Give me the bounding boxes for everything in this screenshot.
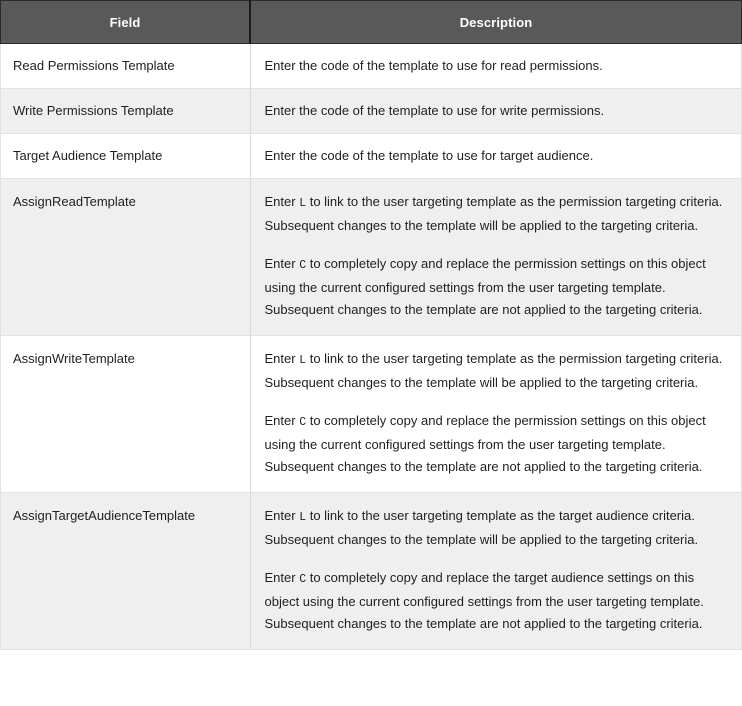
- description-paragraph: [265, 253, 726, 321]
- table-row: [1, 179, 742, 336]
- description-text: to link to the user targeting template as the target audience criteria. Subsequent changes to the template will be applied to the targeting criteria.: [264, 508, 699, 547]
- description-text: Enter the code of the template to use for write permissions.: [264, 103, 605, 118]
- description-text: to link to the user targeting template as the permission targeting criteria. Subsequent changes to the template will be applied to the targeting criteria.: [264, 194, 723, 233]
- description-text: Enter: [264, 194, 300, 209]
- cell-field-name: AssignTargetAudienceTemplate: [1, 493, 251, 650]
- cell-field-name: AssignReadTemplate: [1, 179, 251, 336]
- description-text: Enter: [264, 256, 300, 271]
- inline-code-token: C: [299, 416, 307, 429]
- inline-code-token: L: [299, 197, 307, 210]
- cell-field-description: [250, 134, 742, 179]
- cell-field-description: [250, 179, 742, 336]
- description-paragraph: [265, 55, 726, 77]
- description-text: to completely copy and replace the permission settings on this object using the current configured settings from the user targeting template. Subsequent changes to the template are not applied to the targeting criteria.: [264, 256, 706, 317]
- table-row: [1, 134, 742, 179]
- cell-field-name: Write Permissions Template: [1, 89, 251, 134]
- table-row: [1, 493, 742, 650]
- cell-field-description: [250, 336, 742, 493]
- table-header-row: [1, 1, 742, 44]
- description-text: Enter the code of the template to use for target audience.: [264, 148, 594, 163]
- description-paragraph: [265, 505, 726, 551]
- cell-field-description: [250, 89, 742, 134]
- cell-field-description: [250, 493, 742, 650]
- table-row: [1, 44, 742, 89]
- cell-field-name: AssignWriteTemplate: [1, 336, 251, 493]
- cell-field-description: [250, 44, 742, 89]
- description-paragraph: [265, 191, 726, 237]
- table-row: [1, 89, 742, 134]
- table-header: [1, 1, 742, 44]
- inline-code-token: L: [299, 354, 307, 367]
- description-paragraph: [265, 348, 726, 394]
- description-text: Enter: [264, 413, 300, 428]
- description-text: to completely copy and replace the permission settings on this object using the current configured settings from the user targeting template. Subsequent changes to the template are not applied to the targeting criteria.: [264, 413, 706, 474]
- description-text: to completely copy and replace the target audience settings on this object using the current configured settings from the user targeting template. Subsequent changes to the template are not applied to the targeting criteria.: [264, 570, 704, 631]
- description-text: to link to the user targeting template as the permission targeting criteria. Subsequent changes to the template will be applied to the targeting criteria.: [264, 351, 723, 390]
- inline-code-token: C: [299, 259, 307, 272]
- inline-code-token: C: [299, 573, 307, 586]
- table-row: [1, 336, 742, 493]
- description-paragraph: [265, 145, 726, 167]
- inline-code-token: L: [299, 511, 307, 524]
- description-text: Enter the code of the template to use for read permissions.: [264, 58, 603, 73]
- description-text: Enter: [264, 570, 300, 585]
- cell-field-name: Read Permissions Template: [1, 44, 251, 89]
- description-paragraph: [265, 567, 726, 635]
- description-paragraph: [265, 410, 726, 478]
- table-body: [1, 44, 742, 650]
- column-header-field: Field: [1, 1, 251, 44]
- column-header-description: Description: [250, 1, 742, 44]
- cell-field-name: Target Audience Template: [1, 134, 251, 179]
- description-text: Enter: [264, 508, 300, 523]
- description-text: Enter: [264, 351, 300, 366]
- description-paragraph: [265, 100, 726, 122]
